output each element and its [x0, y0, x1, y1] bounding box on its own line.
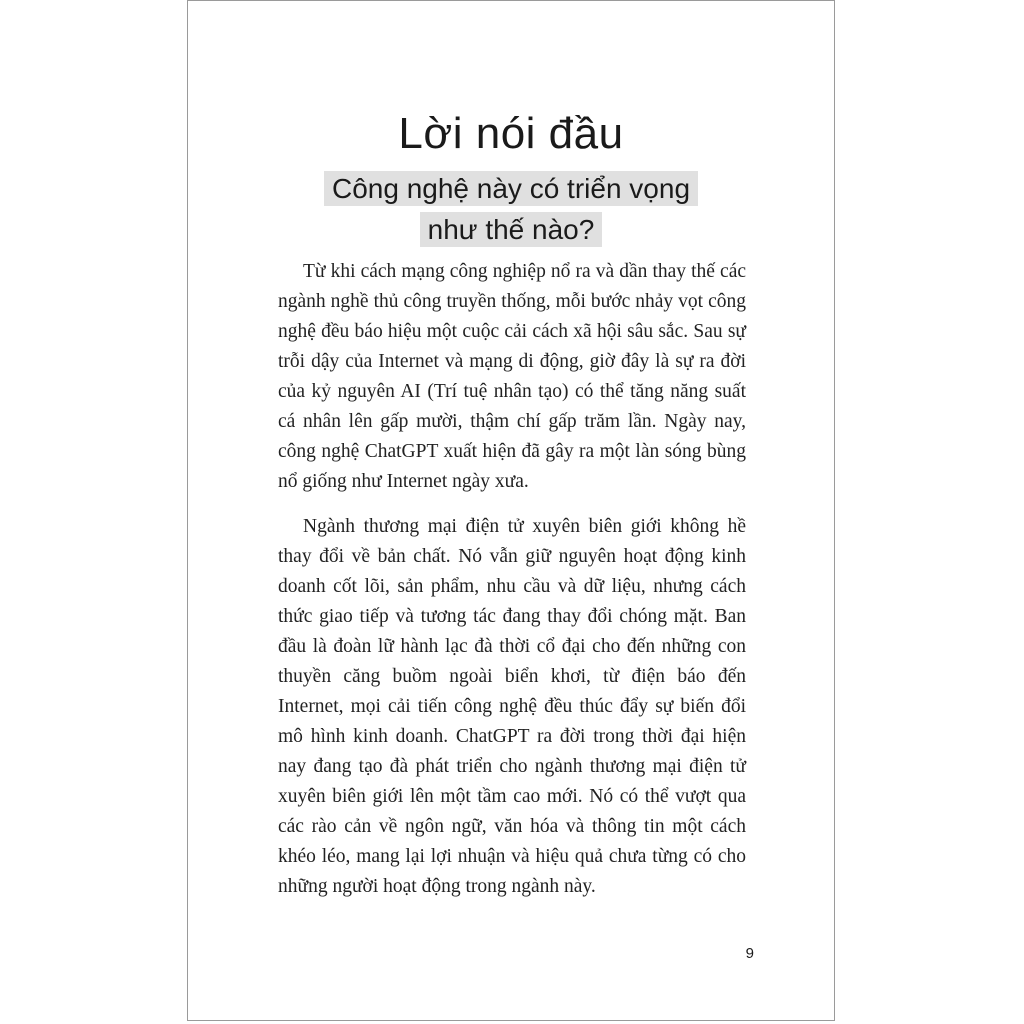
body-text — [278, 257, 746, 917]
subtitle-line-2-text: như thế nào? — [420, 212, 603, 247]
paragraph-1: Từ khi cách mạng công nghiệp nổ ra và dần thay thế các ngành nghề thủ công truyền thống, mỗi bước nhảy vọt công nghệ đều báo hiệu một cuộc cải cách xã hội sâu sắc. Sau sự trỗi dậy của Internet và mạng di động, giờ đây là sự ra đời của kỷ nguyên AI (Trí tuệ nhân tạo) có thể tăng năng suất cá nhân lên gấp mười, thậm chí gấp trăm lần. Ngày nay, công nghệ ChatGPT xuất hiện đã gây ra một làn sóng bùng nổ giống như Internet ngày xưa. — [278, 261, 746, 492]
page-number: 9 — [745, 945, 754, 962]
subtitle-line-1-text: Công nghệ này có triển vọng — [324, 171, 698, 206]
subtitle-line-1 — [188, 173, 834, 205]
paragraph-2: Ngành thương mại điện tử xuyên biên giới không hề thay đổi về bản chất. Nó vẫn giữ nguyên hoạt động kinh doanh cốt lõi, sản phẩm, nhu cầu và dữ liệu, nhưng cách thức giao tiếp và tương tác đang thay đổi chóng mặt. Ban đầu là đoàn lữ hành lạc đà thời cổ đại cho đến những con thuyền căng buồm ngoài biển khơi, từ điện báo đến Internet, mọi cải tiến công nghệ đều thúc đẩy sự biến đổi mô hình kinh doanh. ChatGPT ra đời trong thời đại hiện nay đang tạo đà phát triển cho ngành thương mại điện tử xuyên biên giới lên một tầm cao mới. Nó có thể vượt qua các rào cản về ngôn ngữ, văn hóa và thông tin một cách khéo léo, mang lại lợi nhuận và hiệu quả chưa từng có cho những người hoạt động trong ngành này. — [278, 516, 746, 897]
subtitle-line-2 — [188, 214, 834, 246]
book-page — [187, 0, 835, 1021]
page-title: Lời nói đầu — [398, 109, 624, 158]
